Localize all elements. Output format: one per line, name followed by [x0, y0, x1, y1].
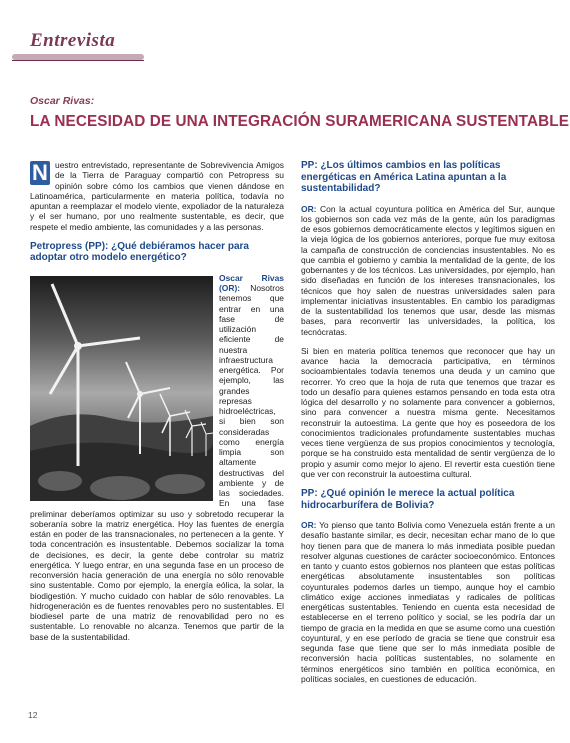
answer-1 [30, 273, 284, 642]
section-label: Entrevista [30, 30, 116, 51]
answer-3-speaker: OR: [301, 520, 317, 530]
intro-text: uestro entrevistado, representante de Sobrevivencia Amigos de la Tierra de Paraguay compartió con Petropress su opinión sobre cómo los cambios que vienen dándose en Latinoamérica, particularmente en materia política, todavía no apuntan a reemplazar el modelo viente, expoliador de la naturaleza y el ser humano, por uno realmente sustentable, es decir, que respete el medio ambiente, las comunidades y a las personas. [30, 160, 284, 232]
page-number: 12 [28, 710, 38, 720]
answer-2-speaker: OR: [301, 203, 317, 214]
question-3: PP: ¿Qué opinión le merece la actual política hidrocarburífera de Bolivia? [301, 488, 515, 511]
answer-2-paragraph-1 [301, 204, 555, 337]
author-name: Oscar Rivas: [30, 95, 95, 107]
answer-2-text-1: Con la actual coyuntura política en América del Sur, aunque los gobiernos son cada vez más de la gente, aún los paradigmas de esos gobiernos democráticamente electos y legítimos siguen en la vieja lógica de los gobiernos anteriores, porque fue muy exitosa la campaña de construcción de conciencias insustentables. No es que cambia el gobierno y cambia la mentalidad de la gente, de los gobernantes y de los técnicos. Las universidades, por ejemplo, han sido diseñadas en función de los intereses transnacionales, los técnicos que hoy salen de nuestras universidades salen para implementar iniciativas insustentables. En cambio los paradigmas de la sustentabilidad los tenemos que usar, desde las mismas bases, para reconvertir las universidades, la política, los tecnócratas. [301, 203, 555, 337]
wind-turbines-photo [30, 276, 213, 501]
section-rule-line [12, 60, 144, 61]
answer-3 [301, 520, 555, 684]
right-column [301, 160, 555, 693]
answer-1-text: Nosotros tenemos que entrar en una fase de utilización eficiente de nuestra infraestructura energética. Por ejemplo, las grandes represas hidroeléctricas, si bien son consideradas como energía limpia son altamente destructivas del ambiente y de las sociedades. En una fase preliminar deberíamos optimizar su uso y sobretodo recuperar la soberanía sobre la matriz energética. Hoy las fuentes de energía están en poder de las transnacionales, no pertenecen a la gente. Y toda concentración es insustentable. Debemos socializar la toma de decisiones, es decir, la gente debe controlar su matriz energética. Y luego entrar, en una segunda fase en un proceso de reconversión hacia generación de una energía no sólo renovable sino sustentable. Como por ejemplo, la energía eólica, la solar, la biodigestión. Y mucho cuidado con hablar de sólo renovables. La hidrogeneración es de fuentes renovables pero no sustentables. El biodiesel parte de una matriz de renovabilidad pero no es sustentable. Lo renovable no alcanza. Tenemos que partir de la base de la sustentabilidad. [30, 283, 284, 642]
question-1: Petropress (PP): ¿Qué debiéramos hacer para adoptar otro modelo energético? [30, 240, 249, 264]
drop-cap: N [30, 161, 50, 185]
answer-2-paragraph-2: Si bien en materia política tenemos que reconocer que hay un avance hacia la democracia participativa, en términos socioambientales todavía tenemos una deuda y un camino que recorrer. Yo creo que la hoja de ruta que tenemos que trazar es todo un desafío para quienes estamos pensando en toda esta otra lógica del desarrollo y no solamente para convencer a gobiernos, sino para convencer a nuestra misma gente. Necesitamos reconstruir la autoestima. La gente que hoy es poseedora de los conocimientos tradicionales profundamente sustentables muchas veces tiene vergüenza de sus propios conocimientos y tecnología, porque se ha construido esta mentalidad de sentir vergüenza de lo propio y asumir como mejor lo ajeno. El revertir esta cuestión tiene que ver con reconstruir la autoestima cultural. [301, 345, 555, 479]
wind-turbine-icon [30, 276, 213, 501]
answer-1-speaker: Oscar Rivas (OR): [219, 272, 284, 293]
intro-paragraph [30, 160, 284, 232]
article-headline: LA NECESIDAD DE UNA INTEGRACIÓN SURAMERICANA SUSTENTABLE [30, 113, 570, 130]
answer-3-text: Yo pienso que tanto Bolivia como Venezuela están frente a un desafío bastante similar, es decir, necesitan echar mano de lo que hoy tienen para que de manera lo más inmediata posible puedan resolver algunas cuestiones de carácter socioeconómico. Entonces en tanto y cuanto estos gobiernos nos planteen que estas políticas energéticas absolutamente insustentables son políticas coyunturales podemos darles un tiempo, aunque hoy el cambio climático exige acciones inmediatas y radicales de políticas energéticas sustentables. Teniendo en cuenta esta necesidad de establecerse en el terreno político y social, se les podría dar un tiempo de gracia en la medida en que se asume como una cuestión coyuntural, y en ese período de gracia se tiene que construir esa segunda fase que tiene que ser lo más inmediata posible de reconversión hacia políticas sustentables, no solamente en términos energéticos sino también en política económica, en políticas sociales, en cuestiones de educación. [301, 520, 555, 684]
left-column [30, 160, 284, 651]
question-2: PP: ¿Los últimos cambios en las políticas energéticas en América Latina apuntan a la sustentabilidad? [301, 160, 507, 194]
